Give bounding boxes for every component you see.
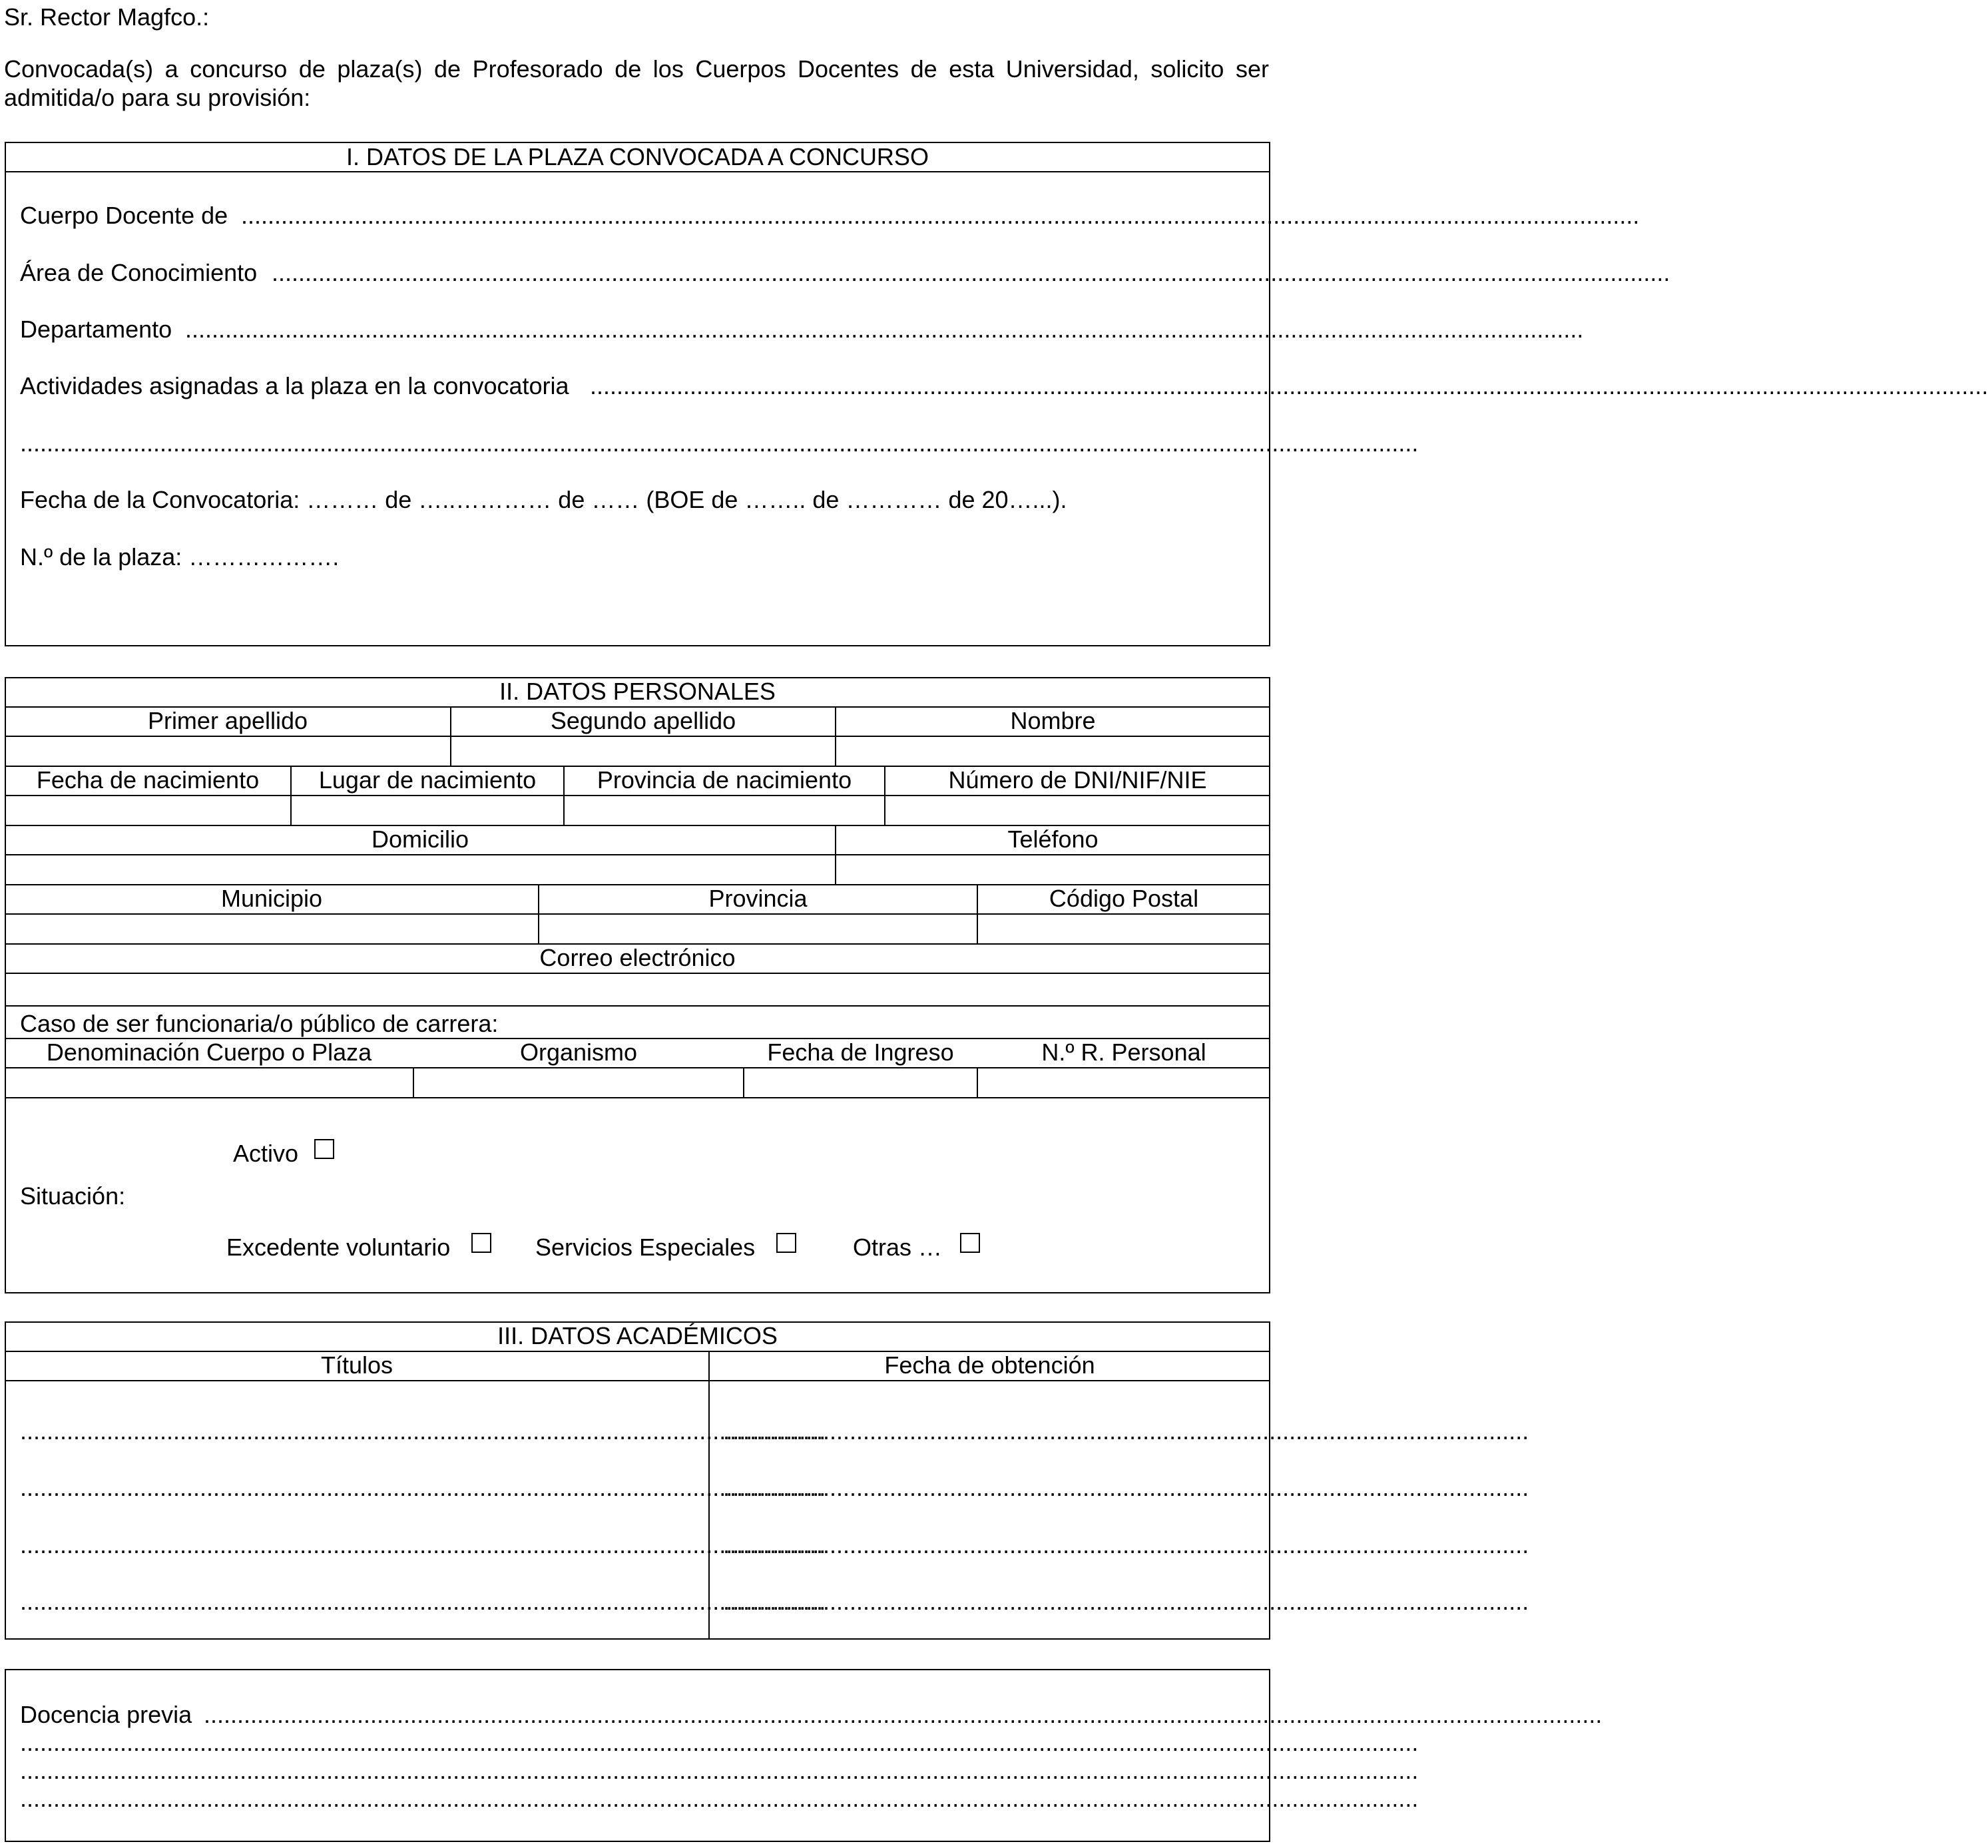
titulo-line-4[interactable]: ......................................................................................................................... — [20, 1588, 826, 1615]
fecha-obtencion-line-4[interactable]: ......................................................................................................................... — [723, 1588, 1529, 1615]
docencia-line-2[interactable]: .................................................................................................................................................................................................................. — [20, 1729, 1419, 1756]
cuerpo-docente-field[interactable]: .................................................................................................................................................................................................................. — [241, 202, 1640, 229]
provincia-nacimiento-label: Provincia de nacimiento — [597, 766, 852, 794]
titulo-line-1[interactable]: ......................................................................................................................... — [20, 1417, 826, 1445]
fecha-obtencion-line-2[interactable]: ......................................................................................................................... — [723, 1474, 1529, 1501]
excedente-label: Excedente voluntario — [226, 1234, 451, 1261]
denominacion-label: Denominación Cuerpo o Plaza — [46, 1039, 372, 1066]
titulos-label: Títulos — [320, 1351, 393, 1379]
section-personales-title: II. DATOS PERSONALES — [499, 678, 776, 705]
titulo-line-2[interactable]: ......................................................................................................................... — [20, 1474, 826, 1501]
fecha-obtencion-line-1[interactable]: ......................................................................................................................... — [723, 1417, 1529, 1445]
area-label: Área de Conocimiento — [20, 259, 258, 286]
docencia-line-3[interactable]: .................................................................................................................................................................................................................. — [20, 1757, 1419, 1784]
dni-label: Número de DNI/NIF/NIE — [948, 766, 1207, 794]
segundo-apellido-field[interactable] — [452, 737, 834, 765]
cuerpo-docente-label: Cuerpo Docente de — [20, 202, 228, 229]
codigo-postal-field[interactable] — [979, 915, 1269, 943]
registro-personal-label: N.º R. Personal — [1041, 1039, 1206, 1066]
intro-text: Convocada(s) a concurso de plaza(s) de Profesorado de los Cuerpos Docentes de esta Universidad, solicito ser admitida/o para su provisión: — [4, 55, 1269, 111]
section-academicos-title: III. DATOS ACADÉMICOS — [497, 1322, 778, 1349]
primer-apellido-label: Primer apellido — [147, 707, 308, 734]
provincia-field[interactable] — [540, 915, 975, 943]
provincia-label: Provincia — [708, 885, 808, 912]
servicios-checkbox[interactable] — [776, 1233, 796, 1253]
email-field[interactable] — [6, 974, 1269, 1004]
docencia-line-4[interactable]: .................................................................................................................................................................................................................. — [20, 1785, 1419, 1812]
fecha-ingreso-label: Fecha de Ingreso — [767, 1039, 954, 1066]
servicios-label: Servicios Especiales — [535, 1234, 756, 1261]
municipio-field[interactable] — [6, 915, 537, 943]
activo-label: Activo — [233, 1140, 299, 1167]
nombre-label: Nombre — [1010, 707, 1096, 734]
lugar-nacimiento-field[interactable] — [292, 796, 562, 824]
titulo-line-3[interactable]: ......................................................................................................................... — [20, 1531, 826, 1558]
municipio-label: Municipio — [220, 885, 323, 912]
actividades-field[interactable]: .................................................................................................................................................................................................................. — [590, 372, 1988, 399]
docencia-line-1[interactable]: .................................................................................................................................................................................................................. — [204, 1701, 1603, 1728]
denominacion-field[interactable] — [6, 1068, 411, 1096]
fecha-nacimiento-field[interactable] — [6, 796, 289, 824]
registro-personal-field[interactable] — [979, 1068, 1269, 1096]
domicilio-label: Domicilio — [371, 825, 469, 853]
activo-checkbox[interactable] — [314, 1139, 334, 1159]
area-field[interactable]: .................................................................................................................................................................................................................. — [272, 259, 1670, 286]
departamento-field[interactable]: .................................................................................................................................................................................................................. — [185, 316, 1584, 343]
fecha-obtencion-line-3[interactable]: ......................................................................................................................... — [723, 1531, 1529, 1558]
fecha-ingreso-field[interactable] — [745, 1068, 975, 1096]
greeting: Sr. Rector Magfco.: — [4, 3, 210, 31]
email-label: Correo electrónico — [539, 944, 736, 971]
funcionario-note: Caso de ser funcionaria/o público de carrera: — [20, 1010, 499, 1037]
section-plaza-title: I. DATOS DE LA PLAZA CONVOCADA A CONCURSO — [346, 143, 929, 170]
numero-plaza[interactable]: N.º de la plaza: ………………. — [20, 543, 340, 571]
primer-apellido-field[interactable] — [6, 737, 449, 765]
otras-checkbox[interactable] — [960, 1233, 980, 1253]
fecha-convocatoria[interactable]: Fecha de la Convocatoria: ……… de …..………… de …… (BOE de …….. de ………… de 20…...). — [20, 486, 1067, 513]
fecha-nacimiento-label: Fecha de nacimiento — [36, 766, 260, 794]
actividades-label: Actividades asignadas a la plaza en la convocatoria — [20, 372, 569, 399]
departamento-label: Departamento — [20, 316, 172, 343]
fecha-obtencion-label: Fecha de obtención — [884, 1351, 1095, 1379]
docencia-label: Docencia previa — [20, 1701, 192, 1728]
otras-label: Otras … — [853, 1234, 943, 1261]
segundo-apellido-label: Segundo apellido — [550, 707, 736, 734]
domicilio-field[interactable] — [6, 855, 834, 883]
nombre-field[interactable] — [837, 737, 1269, 765]
excedente-checkbox[interactable] — [471, 1233, 491, 1253]
codigo-postal-label: Código Postal — [1049, 885, 1199, 912]
telefono-label: Teléfono — [1007, 825, 1099, 853]
provincia-nacimiento-field[interactable] — [565, 796, 883, 824]
situacion-label: Situación: — [20, 1182, 126, 1210]
telefono-field[interactable] — [837, 855, 1269, 883]
organismo-label: Organismo — [519, 1039, 638, 1066]
actividades-field-2[interactable]: .................................................................................................................................................................................................................. — [20, 429, 1419, 457]
lugar-nacimiento-label: Lugar de nacimiento — [318, 766, 537, 794]
organismo-field[interactable] — [415, 1068, 742, 1096]
dni-field[interactable] — [886, 796, 1269, 824]
